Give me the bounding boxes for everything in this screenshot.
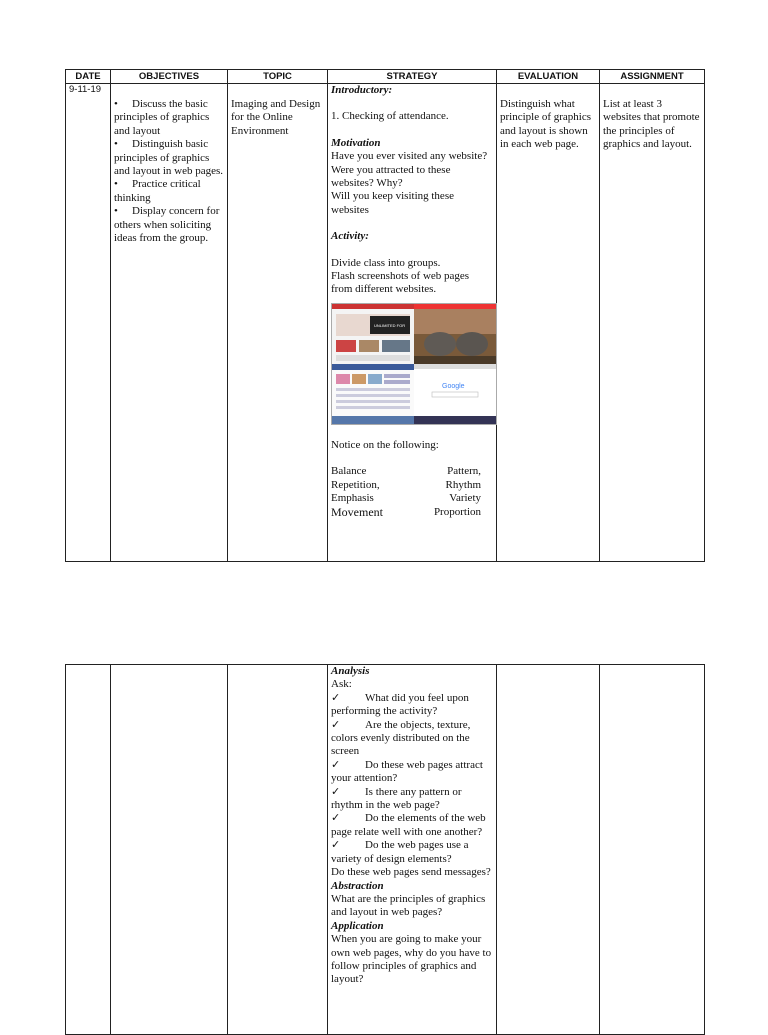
abstraction-text: What are the principles of graphics and layout in web pages? bbox=[331, 892, 486, 919]
activity-line: Flash screenshots of web pages from different websites. bbox=[331, 270, 470, 296]
bullet-icon: • bbox=[114, 98, 118, 110]
topic-cell bbox=[228, 665, 328, 1035]
objective-item: • Distinguish basic principles of graphics and layout in web pages. bbox=[114, 138, 224, 178]
notice-title: Notice on the following: bbox=[331, 438, 439, 451]
objective-item: • Practice critical thinking bbox=[114, 178, 201, 204]
screenshot-collage bbox=[332, 304, 496, 424]
header-topic: TOPIC bbox=[228, 70, 328, 84]
header-date: DATE bbox=[66, 70, 111, 84]
abstraction-title: Abstraction bbox=[331, 879, 384, 892]
objectives-cell bbox=[111, 84, 228, 562]
question-item: ✓ Is there any pattern or rhythm in the web page? bbox=[331, 785, 462, 812]
question-item: ✓ What did you feel upon performing the activity? bbox=[331, 691, 469, 718]
motivation-line: Have you ever visited any website? bbox=[331, 150, 488, 163]
checkmark-icon: ✓ bbox=[331, 785, 341, 798]
assignment-cell bbox=[600, 665, 705, 1035]
question-item: ✓ Do these web pages attract your attention? bbox=[331, 758, 483, 785]
question-item: ✓ Are the objects, texture, colors evenly distributed on the screen bbox=[331, 718, 471, 758]
banner-text: UNLIMITED FOR bbox=[374, 322, 406, 328]
principle-item: Movement bbox=[331, 504, 383, 519]
strategy-cell bbox=[328, 665, 497, 1035]
header-assignment: ASSIGNMENT bbox=[600, 70, 705, 84]
ask-label: Ask: bbox=[331, 678, 352, 691]
motivation-line: Will you keep visiting these websites bbox=[331, 190, 454, 216]
motivation-line: Were you attracted to these websites? Why? bbox=[331, 163, 451, 190]
objective-item: • Display concern for others when soliciting ideas from the group. bbox=[114, 205, 220, 245]
principle-item: Proportion bbox=[433, 505, 481, 518]
messages-question: Do these web pages send messages? bbox=[331, 866, 491, 879]
question-item: ✓ Do the web pages use a variety of design elements? bbox=[331, 839, 469, 865]
evaluation-cell: Distinguish what principle of graphics and layout is shown in each web page. bbox=[497, 84, 600, 562]
checkmark-icon: ✓ bbox=[331, 758, 341, 771]
checkmark-icon: ✓ bbox=[331, 718, 341, 731]
objective-item: • Discuss the basic principles of graphics and layout bbox=[114, 98, 210, 137]
lesson-plan-table-continued bbox=[65, 664, 705, 1035]
principle-item: Balance bbox=[331, 465, 367, 478]
bullet-icon: • bbox=[114, 205, 118, 218]
evaluation-cell bbox=[497, 665, 600, 1035]
question-item: ✓ Do the elements of the web page relate well with one another? bbox=[331, 812, 486, 838]
bullet-icon: • bbox=[114, 178, 118, 191]
application-text: When you are going to make your own web pages, why do you have to follow principles of graphics and layout? bbox=[331, 933, 492, 986]
search-logo: Google bbox=[442, 382, 465, 390]
application-title: Application bbox=[331, 919, 384, 932]
attendance-text: 1. Checking of attendance. bbox=[331, 110, 449, 123]
bullet-icon: • bbox=[114, 138, 118, 151]
introductory-title: Introductory: bbox=[331, 84, 393, 96]
principle-item: Rhythm bbox=[445, 478, 481, 491]
lesson-plan-table bbox=[65, 69, 705, 562]
principle-item: Repetition, bbox=[331, 478, 380, 491]
checkmark-icon: ✓ bbox=[331, 839, 341, 852]
motivation-title: Motivation bbox=[331, 136, 381, 149]
date-cell bbox=[66, 665, 111, 1035]
assignment-cell: List at least 3 websites that promote the principles of graphics and layout. bbox=[600, 84, 705, 562]
analysis-title: Analysis bbox=[331, 665, 370, 677]
principle-item: Pattern, bbox=[447, 465, 481, 478]
website-screenshots-image bbox=[331, 303, 497, 425]
header-objectives: OBJECTIVES bbox=[111, 70, 228, 84]
activity-line: Divide class into groups. bbox=[331, 256, 441, 269]
topic-cell: Imaging and Design for the Online Environment bbox=[228, 84, 328, 562]
header-strategy: STRATEGY bbox=[328, 70, 497, 84]
date-cell: 9-11-19 bbox=[66, 84, 111, 562]
header-row bbox=[66, 70, 705, 84]
principle-item: Variety bbox=[449, 492, 481, 505]
table-row bbox=[66, 84, 705, 562]
table-row bbox=[66, 665, 705, 1035]
principle-item: Emphasis bbox=[331, 492, 374, 505]
objectives-cell bbox=[111, 665, 228, 1035]
principles-list bbox=[331, 465, 481, 519]
checkmark-icon: ✓ bbox=[331, 691, 341, 704]
checkmark-icon: ✓ bbox=[331, 812, 341, 825]
strategy-cell bbox=[328, 84, 497, 562]
header-evaluation: EVALUATION bbox=[497, 70, 600, 84]
activity-title: Activity: bbox=[331, 230, 369, 243]
